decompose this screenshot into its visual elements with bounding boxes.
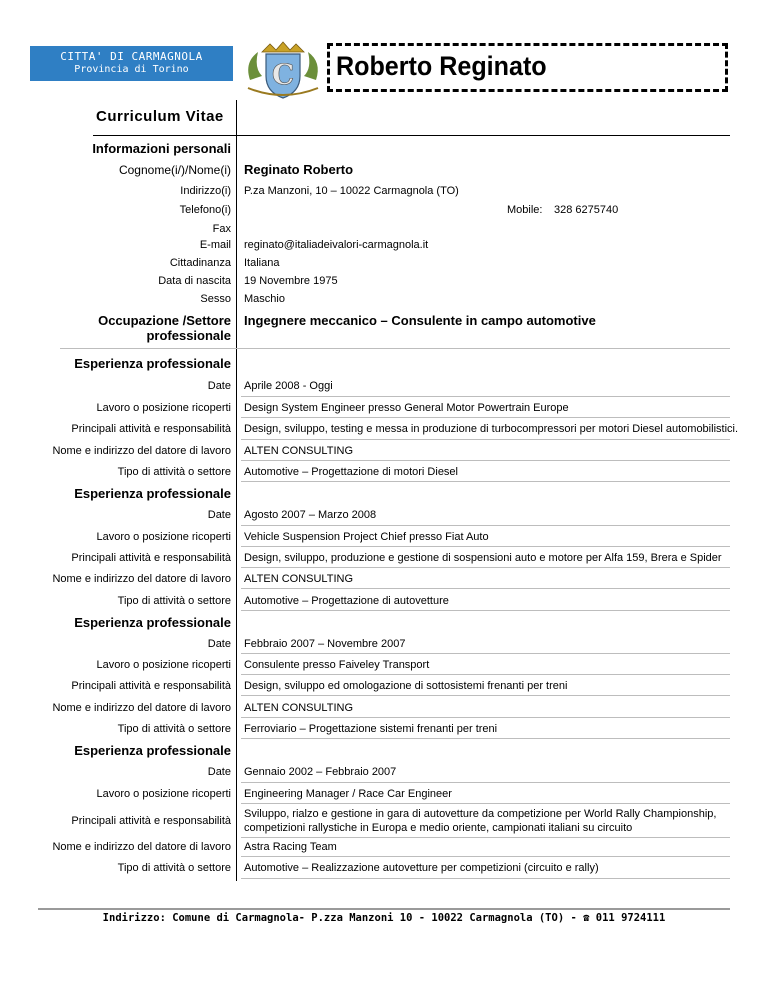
row-separator — [241, 878, 730, 879]
date-label: Date — [207, 380, 231, 392]
citizenship-label: Cittadinanza — [169, 257, 231, 269]
svg-text:C: C — [271, 58, 295, 91]
city-badge — [30, 46, 233, 81]
role-label: Lavoro o posizione ricoperti — [96, 402, 231, 414]
type-label: Tipo di attività o settore — [117, 466, 231, 478]
type-label: Tipo di attività o settore — [117, 595, 231, 607]
name-value: Reginato Roberto — [244, 162, 354, 177]
date-value: Gennaio 2002 – Febbraio 2007 — [244, 766, 397, 778]
type-label: Tipo di attività o settore — [117, 862, 231, 874]
footer-rule — [38, 908, 730, 910]
row-separator — [241, 546, 730, 547]
row-separator — [241, 460, 730, 461]
role-label: Lavoro o posizione ricoperti — [96, 788, 231, 800]
occupation-label-line2: professionale — [146, 328, 231, 343]
employer-label: Nome e indirizzo del datore di lavoro — [52, 841, 231, 853]
date-value: Febbraio 2007 – Novembre 2007 — [244, 638, 406, 650]
city-name: CITTA' DI CARMAGNOLA — [60, 50, 203, 63]
activities-label: Principali attività e responsabilità — [71, 552, 231, 564]
row-separator — [241, 856, 730, 857]
role-value: Engineering Manager / Race Car Engineer — [244, 788, 452, 800]
experience-heading: Esperienza professionale — [74, 615, 231, 630]
birth-value: 19 Novembre 1975 — [244, 275, 338, 287]
mobile-value: 328 6275740 — [554, 204, 619, 216]
email-label: E-mail — [199, 239, 231, 251]
type-label: Tipo di attività o settore — [117, 723, 231, 735]
personal-info-heading: Informazioni personali — [92, 141, 231, 156]
occupation-rule — [60, 348, 730, 349]
type-value: Automotive – Progettazione di motori Diesel — [244, 466, 458, 478]
role-value: Design System Engineer presso General Motor Powertrain Europe — [244, 402, 569, 414]
role-label: Lavoro o posizione ricoperti — [96, 659, 231, 671]
citizenship-value: Italiana — [244, 257, 280, 269]
row-separator — [241, 439, 730, 440]
activities-value-line1: Sviluppo, rialzo e gestione in gara di autovetture da competizione per World Rally Championship, — [244, 808, 717, 820]
sex-label: Sesso — [200, 293, 231, 305]
type-value: Automotive – Realizzazione autovetture per competizioni (circuito e rally) — [244, 862, 599, 874]
footer-phone: 011 9724111 — [595, 912, 666, 924]
occupation-label-line1: Occupazione /Settore — [98, 313, 231, 328]
phone-label: Telefono(i) — [179, 204, 231, 216]
date-label: Date — [207, 638, 231, 650]
title-rule — [93, 135, 730, 136]
cv-title: Curriculum Vitae — [96, 108, 224, 125]
experience-heading: Esperienza professionale — [74, 356, 231, 371]
row-separator — [241, 803, 730, 804]
phone-icon: ☎ — [583, 912, 590, 924]
footer-address: Indirizzo: Comune di Carmagnola- P.zza Manzoni 10 - 10022 Carmagnola (TO) - — [102, 912, 577, 924]
activities-value: Design, sviluppo ed omologazione di sottosistemi frenanti per treni — [244, 680, 568, 692]
date-label: Date — [207, 766, 231, 778]
footer — [0, 912, 768, 924]
fax-label: Fax — [212, 223, 231, 235]
activities-value-line2: competizioni rallystiche in Europa e medio oriente, campionati italiani su circuito — [244, 822, 633, 834]
province-name: Provincia di Torino — [74, 64, 189, 75]
name-box — [327, 43, 728, 92]
row-separator — [241, 610, 730, 611]
date-value: Agosto 2007 – Marzo 2008 — [244, 509, 377, 521]
role-value: Consulente presso Faiveley Transport — [244, 659, 430, 671]
employer-value: ALTEN CONSULTING — [244, 702, 353, 714]
city-crest-logo — [240, 40, 326, 100]
candidate-name: Roberto Reginato — [336, 51, 547, 81]
employer-value: ALTEN CONSULTING — [244, 573, 353, 585]
row-separator — [241, 782, 730, 783]
activities-label: Principali attività e responsabilità — [71, 815, 231, 827]
employer-label: Nome e indirizzo del datore di lavoro — [52, 445, 231, 457]
row-separator — [241, 695, 730, 696]
row-separator — [241, 396, 730, 397]
type-value: Automotive – Progettazione di autovetture — [244, 595, 449, 607]
employer-label: Nome e indirizzo del datore di lavoro — [52, 702, 231, 714]
activities-label: Principali attività e responsabilità — [71, 680, 231, 692]
row-separator — [241, 738, 730, 739]
mobile-label: Mobile: — [507, 204, 543, 216]
row-separator — [241, 525, 730, 526]
experience-heading: Esperienza professionale — [74, 743, 231, 758]
row-separator — [241, 674, 730, 675]
activities-value: Design, sviluppo, produzione e gestione di sospensioni auto e motore per Alfa 159, Brera e Spider — [244, 552, 722, 564]
email-value: reginato@italiadeivalori-carmagnola.it — [244, 239, 429, 251]
address-label: Indirizzo(i) — [180, 185, 231, 197]
employer-value: Astra Racing Team — [244, 841, 337, 853]
role-value: Vehicle Suspension Project Chief presso Fiat Auto — [244, 531, 489, 543]
employer-value: ALTEN CONSULTING — [244, 445, 353, 457]
row-separator — [241, 653, 730, 654]
sex-value: Maschio — [244, 293, 285, 305]
experience-heading: Esperienza professionale — [74, 486, 231, 501]
address-value: P.za Manzoni, 10 – 10022 Carmagnola (TO) — [244, 185, 459, 197]
type-value: Ferroviario – Progettazione sistemi frenanti per treni — [244, 723, 498, 735]
occupation-label — [98, 313, 231, 343]
row-separator — [241, 717, 730, 718]
activities-label: Principali attività e responsabilità — [71, 423, 231, 435]
row-separator — [241, 837, 730, 838]
birth-label: Data di nascita — [158, 275, 231, 287]
row-separator — [241, 567, 730, 568]
column-divider — [236, 100, 237, 881]
activities-value: Design, sviluppo, testing e messa in produzione di turbocompressori per motori Diesel automobilistici. — [244, 423, 739, 435]
role-label: Lavoro o posizione ricoperti — [96, 531, 231, 543]
date-label: Date — [207, 509, 231, 521]
date-value: Aprile 2008 - Oggi — [244, 380, 333, 392]
employer-label: Nome e indirizzo del datore di lavoro — [52, 573, 231, 585]
row-separator — [241, 481, 730, 482]
occupation-value: Ingegnere meccanico – Consulente in campo automotive — [244, 313, 596, 328]
row-separator — [241, 417, 730, 418]
name-label: Cognome(i/)/Nome(i) — [118, 163, 231, 177]
row-separator — [241, 588, 730, 589]
